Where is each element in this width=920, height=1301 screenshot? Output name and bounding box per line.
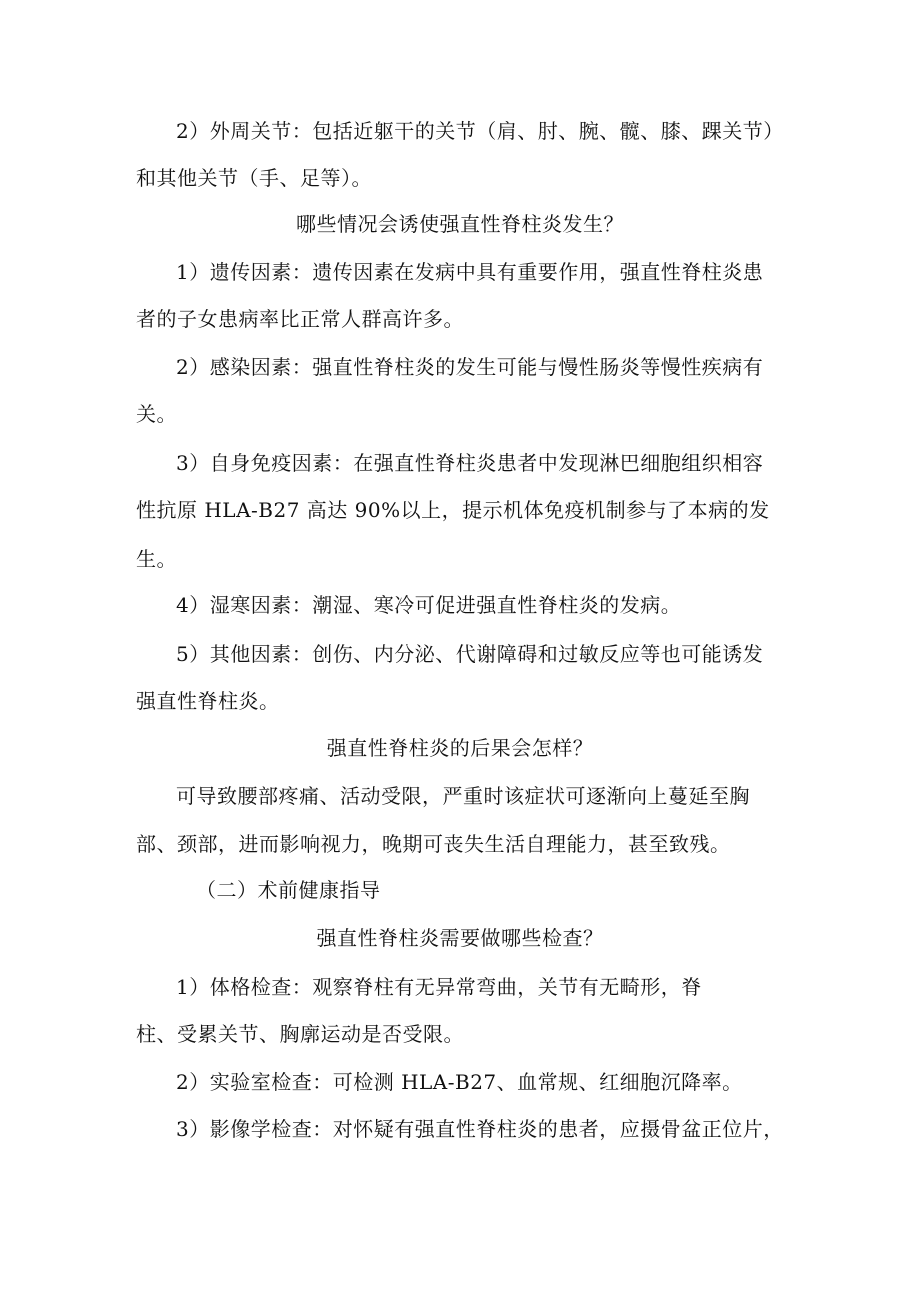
paragraph-autoimmune-line-3: 生。 xyxy=(136,547,177,571)
paragraph-physical-exam-line-2: 柱、受累关节、胸廓运动是否受限。 xyxy=(136,1022,464,1046)
paragraph-other-line-1: 5）其他因素：创伤、内分泌、代谢障碍和过敏反应等也可能诱发 xyxy=(176,642,764,666)
paragraph-genetic-line-1: 1）遗传因素：遗传因素在发病中具有重要作用，强直性脊柱炎患 xyxy=(176,260,764,284)
paragraph-physical-exam-line-1: 1）体格检查：观察脊柱有无异常弯曲，关节有无畸形，脊 xyxy=(176,975,702,999)
heading-consequences: 强直性脊柱炎的后果会怎样？ xyxy=(326,736,594,760)
paragraph-other-line-2: 强直性脊柱炎。 xyxy=(136,689,280,713)
paragraph-infection-line-1: 2）感染因素：强直性脊柱炎的发生可能与慢性肠炎等慢性疾病有 xyxy=(176,355,764,379)
paragraph-imaging-exam: 3）影像学检查：对怀疑有强直性脊柱炎的患者，应摄骨盆正位片， xyxy=(176,1117,784,1141)
paragraph-lab-exam: 2）实验室检查：可检测 HLA-B27、血常规、红细胞沉降率。 xyxy=(176,1070,743,1094)
paragraph-peripheral-joints-line-1: 2）外周关节：包括近躯干的关节（肩、肘、腕、髋、膝、踝关节） xyxy=(176,119,784,143)
paragraph-autoimmune-line-1: 3）自身免疫因素：在强直性脊柱炎患者中发现淋巴细胞组织相容 xyxy=(176,451,764,475)
paragraph-consequences-line-2: 部、颈部，进而影响视力，晚期可丧失生活自理能力，甚至致残。 xyxy=(136,832,731,856)
paragraph-damp-cold: 4）湿寒因素：潮湿、寒冷可促进强直性脊柱炎的发病。 xyxy=(176,593,682,617)
paragraph-autoimmune-line-2: 性抗原 HLA-B27 高达 90%以上，提示机体免疫机制参与了本病的发 xyxy=(136,498,770,522)
paragraph-genetic-line-2: 者的子女患病率比正常人群高许多。 xyxy=(136,307,464,331)
heading-examinations: 强直性脊柱炎需要做哪些检查？ xyxy=(316,926,604,950)
paragraph-infection-line-2: 关。 xyxy=(136,402,177,426)
paragraph-peripheral-joints-line-2: 和其他关节（手、足等）。 xyxy=(136,166,372,190)
paragraph-consequences-line-1: 可导致腰部疼痛、活动受限，严重时该症状可逐渐向上蔓延至胸 xyxy=(176,784,750,808)
section-heading-preoperative: （二）术前健康指导 xyxy=(196,878,381,902)
heading-causes: 哪些情况会诱使强直性脊柱炎发生？ xyxy=(296,212,624,236)
